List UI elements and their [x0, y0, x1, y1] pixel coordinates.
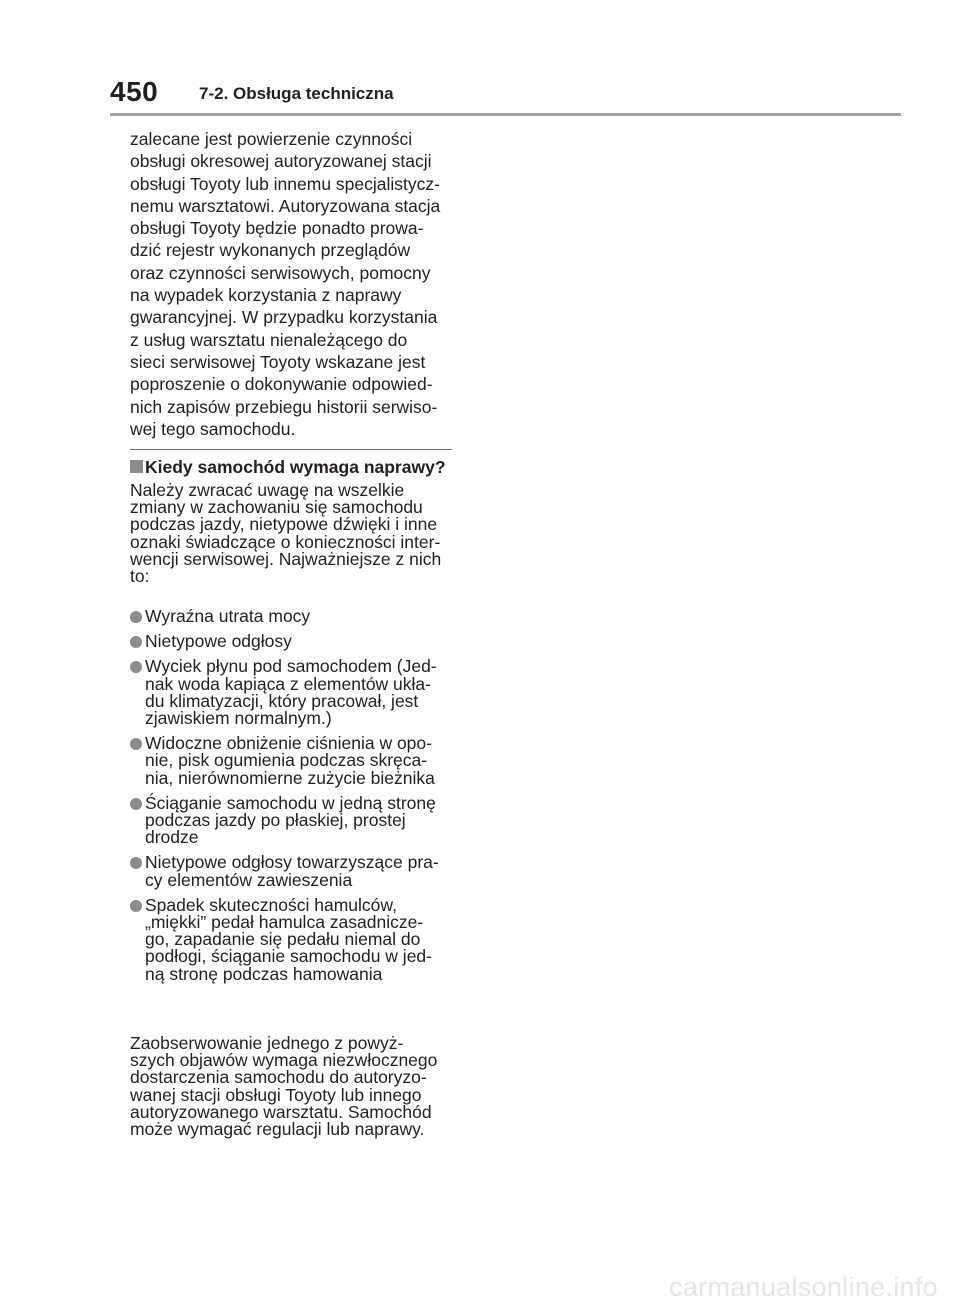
paragraph-line: podczas jazdy, nietypowe dźwięki i inne [130, 514, 438, 535]
paragraph-line: Należy zwracać uwagę na wszelkie [130, 480, 405, 500]
section-intro-paragraph [130, 482, 441, 585]
list-item-line: Wyraźna utrata mocy [145, 606, 311, 626]
paragraph-line: dostarczenia samochodu do autoryzo- [130, 1067, 427, 1088]
list-item-line: Nietypowe odgłosy towarzyszące pra- [145, 852, 439, 873]
list-item-line: go, zapadanie się pedału niemal do [145, 929, 421, 950]
intro-line: obsługi okresowej autoryzowanej stacji [130, 151, 432, 172]
list-item-line: nak woda kapiąca z elementów ukła- [145, 673, 431, 694]
intro-line: nemu warsztatowi. Autoryzowana stacja [130, 195, 441, 216]
list-item [130, 854, 460, 888]
paragraph-line: zmiany w zachowaniu się samochodu [130, 497, 423, 518]
intro-line: gwarancyjnej. W przypadku korzystania [130, 307, 438, 328]
list-item-line: Ściąganie samochodu w jedną stronę [145, 792, 436, 813]
list-item-line: zjawiskiem normalnym.) [145, 708, 332, 729]
list-item [130, 658, 460, 727]
section-heading [130, 456, 446, 478]
list-item-line: nia, nierównomierne zużycie bieżnika [145, 767, 435, 788]
list-item [130, 633, 460, 650]
list-item [130, 894, 460, 984]
list-item-line: Widoczne obniżenie ciśnienia w opo- [145, 733, 432, 754]
list-item-line: podczas jazdy po płaskiej, prostej [145, 810, 406, 831]
list-item [130, 792, 460, 848]
intro-line: obsługi Toyoty będzie ponadto prowa- [130, 218, 424, 239]
intro-line: dzić rejestr wykonanych przeglądów [130, 240, 411, 261]
bullet-dot-icon [130, 900, 142, 912]
page-number: 450 [110, 76, 159, 107]
paragraph-line: może wymagać regulacji lub naprawy. [130, 1119, 425, 1140]
section-divider [130, 449, 452, 450]
list-item-line: du klimatyzacji, który pracował, jest [145, 690, 419, 711]
list-item [130, 735, 460, 787]
bullet-dot-icon [130, 798, 142, 810]
paragraph-line: szych objawów wymaga niezwłocznego [130, 1050, 438, 1071]
paragraph-line: autoryzowanego warsztatu. Samochód [130, 1101, 432, 1122]
watermark: carmanualsonline.info [669, 1272, 938, 1302]
list-item-line: cy elementów zawieszenia [145, 869, 353, 890]
section-title: 7-2. Obsługa techniczna [199, 84, 394, 103]
paragraph-line: Zaobserwowanie jednego z powyż- [130, 1033, 404, 1053]
intro-line: poproszenie o dokonywanie odpowied- [130, 374, 433, 395]
list-item-line: ną stronę podczas hamowania [145, 963, 383, 984]
list-item [130, 608, 460, 625]
page-header [0, 0, 960, 120]
intro-line: obsługi Toyoty lub innemu specjalistycz- [130, 173, 440, 194]
bullet-dot-icon [130, 857, 142, 869]
intro-paragraph [130, 128, 460, 440]
list-item-line: „miękki” pedał hamulca zasadnicze- [145, 912, 424, 933]
list-item-line: drodze [145, 827, 199, 848]
symptom-list [130, 608, 460, 983]
intro-line: zalecane jest powierzenie czynności [130, 129, 413, 149]
intro-line: wej tego samochodu. [130, 418, 296, 439]
header-rule [110, 113, 901, 116]
paragraph-line: oznaki świadczące o konieczności inter- [130, 531, 441, 552]
intro-line: sieci serwisowej Toyoty wskazane jest [130, 351, 426, 372]
list-item-line: Wyciek płynu pod samochodem (Jed- [145, 656, 437, 677]
list-item-line: Nietypowe odgłosy [145, 631, 292, 652]
bullet-dot-icon [130, 661, 142, 673]
closing-paragraph [130, 1035, 437, 1138]
intro-line: oraz czynności serwisowych, pomocny [130, 262, 431, 283]
square-bullet-icon [130, 460, 143, 473]
paragraph-line: wencji serwisowej. Najważniejsze z nich [130, 548, 442, 569]
bullet-dot-icon [130, 636, 142, 648]
bullet-dot-icon [130, 738, 142, 750]
bullet-dot-icon [130, 611, 142, 623]
intro-line: z usług warsztatu nienależącego do [130, 329, 408, 350]
list-item-line: Spadek skuteczności hamulców, [145, 894, 397, 915]
section-heading-text: Kiedy samochód wymaga naprawy? [145, 457, 446, 477]
paragraph-line: wanej stacji obsługi Toyoty lub innego [130, 1084, 422, 1105]
intro-line: na wypadek korzystania z naprawy [130, 285, 402, 306]
paragraph-line: to: [130, 566, 150, 587]
list-item-line: nie, pisk ogumienia podczas skręca- [145, 750, 428, 771]
list-item-line: podłogi, ściąganie samochodu w jed- [145, 946, 432, 967]
intro-line: nich zapisów przebiegu historii serwiso- [130, 396, 438, 417]
